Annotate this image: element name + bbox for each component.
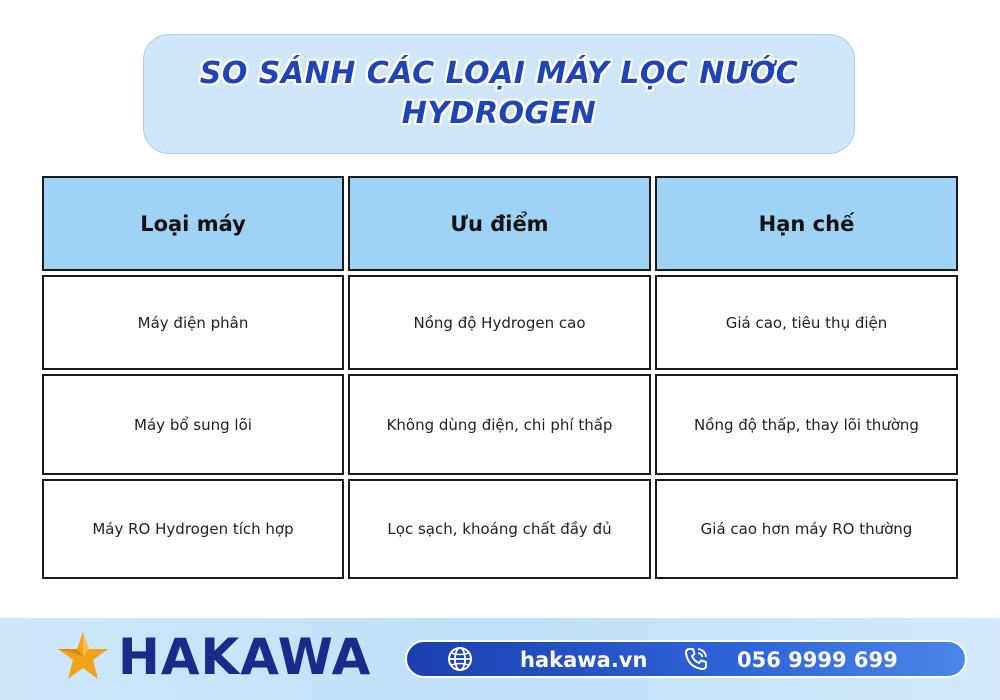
table-cell: Nồng độ thấp, thay lõi thường	[655, 374, 958, 475]
globe-icon	[446, 645, 474, 673]
brand-logo-text: HAKAWA	[118, 628, 372, 686]
website-link[interactable]: hakawa.vn	[520, 648, 648, 672]
phone-icon	[682, 645, 710, 673]
table-cell: Lọc sạch, khoáng chất đầy đủ	[348, 479, 651, 579]
header-cell-machine-type: Loại máy	[42, 176, 344, 271]
table-cell: Máy bổ sung lõi	[42, 374, 344, 475]
phone-number-link[interactable]: 056 9999 699	[737, 648, 898, 672]
table-cell: Không dùng điện, chi phí thấp	[348, 374, 651, 475]
title-banner	[143, 34, 855, 154]
table-cell: Giá cao, tiêu thụ điện	[655, 275, 958, 370]
title-line-2: HYDROGEN	[401, 96, 597, 131]
table-cell: Nồng độ Hydrogen cao	[348, 275, 651, 370]
table-cell: Giá cao hơn máy RO thường	[655, 479, 958, 579]
table-cell: Máy điện phân	[42, 275, 344, 370]
star-icon	[56, 630, 110, 682]
header-cell-limitations: Hạn chế	[655, 176, 958, 271]
title-line-1: SO SÁNH CÁC LOẠI MÁY LỌC NƯỚC	[199, 56, 799, 91]
table-cell: Máy RO Hydrogen tích hợp	[42, 479, 344, 579]
header-cell-advantages: Ưu điểm	[348, 176, 651, 271]
